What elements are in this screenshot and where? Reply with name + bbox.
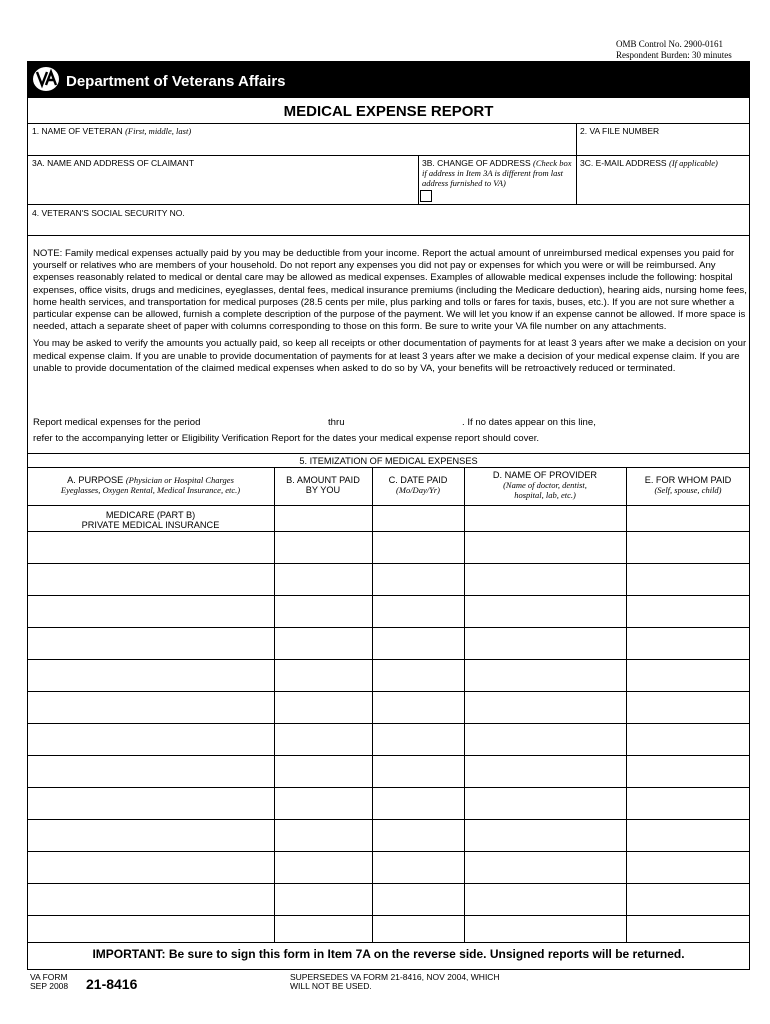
period-label: Report medical expenses for the period [33, 417, 201, 428]
form-title: MEDICAL EXPENSE REPORT [283, 103, 494, 120]
field-ssn[interactable]: 4. VETERAN'S SOCIAL SECURITY NO. [32, 208, 185, 218]
itemization-title: 5. ITEMIZATION OF MEDICAL EXPENSES [299, 456, 478, 466]
col-c-header: C. DATE PAID (Mo/Day/Yr) [388, 475, 448, 495]
omb-info [616, 39, 732, 61]
change-of-address-checkbox[interactable] [420, 190, 432, 202]
col-a-header: A. PURPOSE (Physician or Hospital Charges Eyeglasses, Oxygen Rental, Medical Insurance, etc.) [60, 475, 241, 495]
row-medicare-label: MEDICARE (PART B) PRIVATE MEDICAL INSURANCE [81, 510, 220, 530]
agency-name: Department of Veterans Affairs [66, 73, 286, 90]
important-notice: IMPORTANT: Be sure to sign this form in Item 7A on the reverse side. Unsigned reports will be returned. [92, 947, 685, 961]
col-d-header: D. NAME OF PROVIDER (Name of doctor, dentist, hospital, lab, etc.) [492, 470, 598, 500]
period-refer: refer to the accompanying letter or Eligibility Verification Report for the dates your medical expense report should cover. [33, 433, 540, 444]
col-b-header: B. AMOUNT PAID BY YOU [286, 475, 360, 495]
footer-form-label: VA FORM SEP 2008 [30, 972, 69, 991]
omb-control: OMB Control No. 2900-0161 [616, 39, 724, 49]
respondent-burden: Respondent Burden: 30 minutes [616, 50, 732, 60]
col-e-header: E. FOR WHOM PAID (Self, spouse, child) [644, 475, 732, 495]
field-veteran-name[interactable]: 1. NAME OF VETERAN (First, middle, last) [32, 126, 192, 136]
note-paragraph-2: You may be asked to verify the amounts you actually paid, so keep all receipts or other documentation of payments for at least 3 years after we make a decision on your medical expense claim. If you are unable to provide documentation of payments for at least 3 years after we make a decision of your medical expense claim. If you are unable to provide documentation of the claimed medical expenses when asked to do so by VA, your benefits will be retroactively reduced or terminated. [33, 338, 747, 374]
field-change-of-address: 3B. CHANGE OF ADDRESS (Check box if address in Item 3A is different from last address furnished to VA) [422, 158, 572, 188]
field-email-address[interactable]: 3C. E-MAIL ADDRESS (If applicable) [580, 158, 718, 168]
note-paragraph-1: NOTE: Family medical expenses actually paid by you may be deductible from your income. Report the actual amount of unreimbursed medical expenses you paid for yourself or relatives who are members of your household. Do not report any expenses you did not pay or expenses for which you were or will be reimbursed. Any expenses reasonably related to medical or dental care may be allowed as medical expenses. Examples of allowable medical expenses include the following: hospital expenses, office visits, drugs and medicines, eyeglasses, dental fees, medical insurance premiums (including the Medicare deduction), hearing aids, nursing home fees, home health services, and transportation for medical purposes (28.5 cents per mile, plus parking and tolls or fares for taxis, buses, etc.). If you are not sure whether a particular expense can be allowed, furnish a complete description of the purpose of the payment. We will let you know if an expense cannot be allowed. If more space is needed, attach a separate sheet of paper with columns corresponding to those on this form. Be sure to write your VA file number on any attachments. [33, 248, 747, 333]
period-thru: thru [328, 417, 345, 428]
form-number: 21-8416 [86, 976, 138, 992]
field-claimant-address[interactable]: 3A. NAME AND ADDRESS OF CLAIMANT [32, 158, 195, 168]
period-note: . If no dates appear on this line, [462, 417, 596, 428]
note-section [33, 248, 747, 380]
field-va-file-number[interactable]: 2. VA FILE NUMBER [580, 126, 660, 136]
va-logo [32, 66, 60, 92]
supersedes-note: SUPERSEDES VA FORM 21-8416, NOV 2004, WHICH WILL NOT BE USED. [290, 972, 500, 991]
